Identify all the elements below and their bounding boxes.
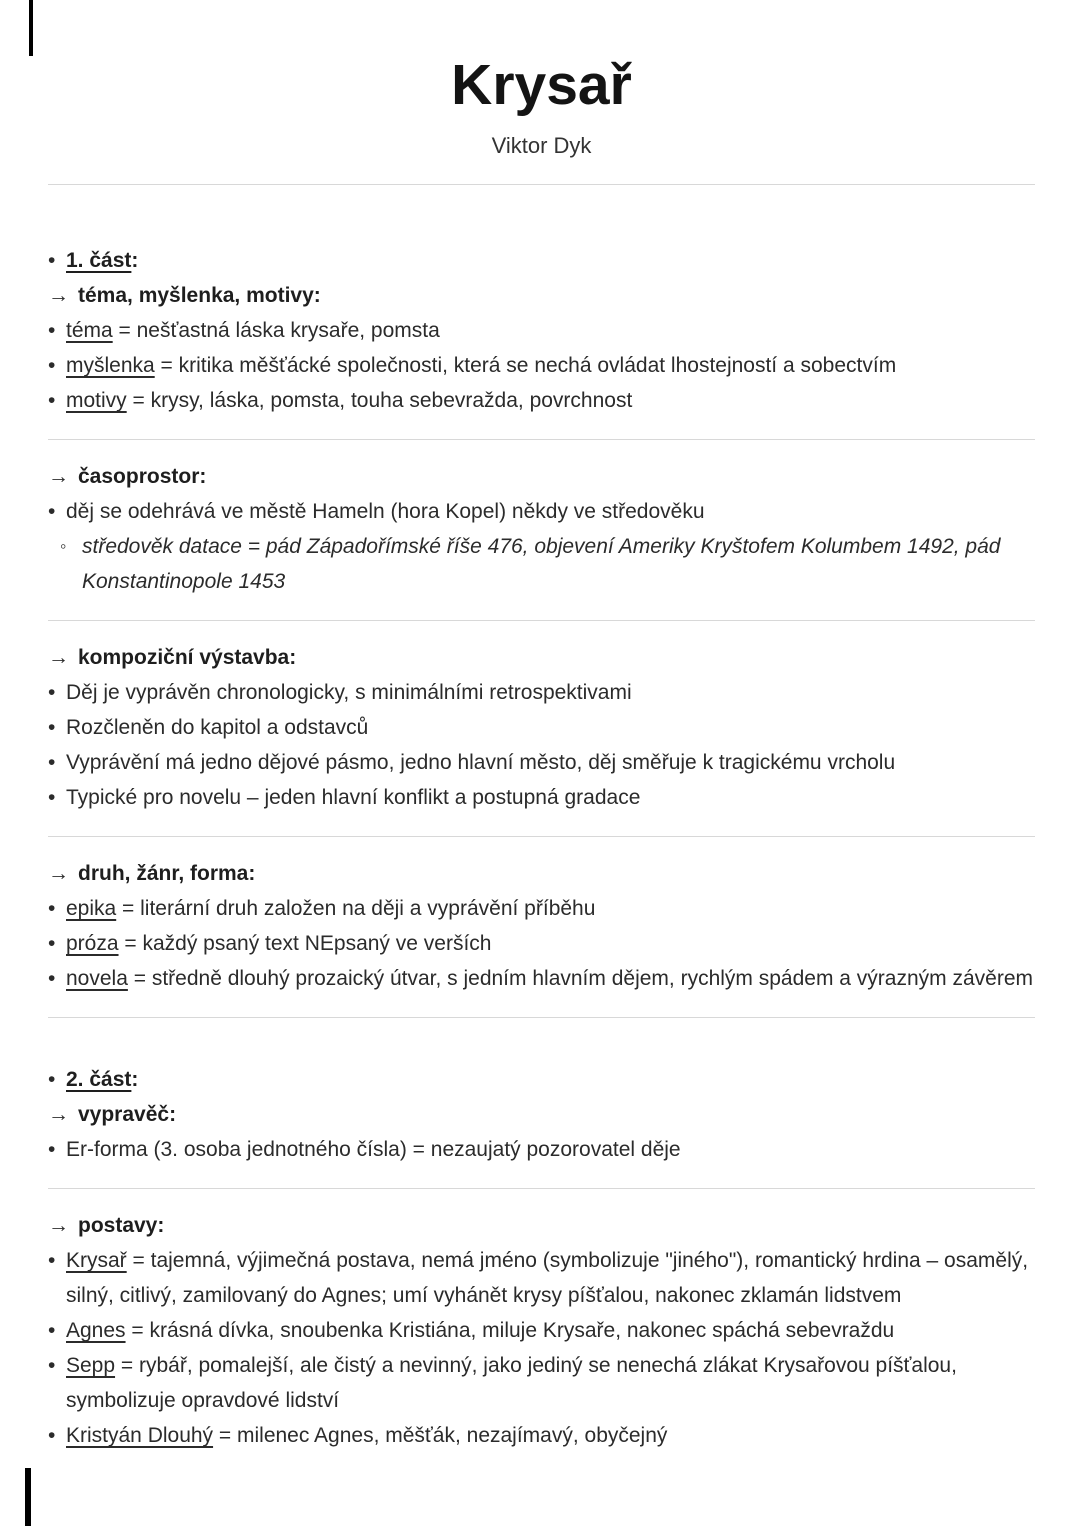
text-segment: Rozčleněn do kapitol a odstavců [66,716,369,739]
text-segment: Er-forma (3. osoba jednotného čísla) = nezaujatý pozorovatel děje [66,1138,681,1161]
line-text [78,1208,1035,1243]
text-segment: 2. část [66,1068,132,1091]
bullet-marker: • [48,1138,56,1161]
doc-line [48,926,1035,961]
line-text [66,926,1035,961]
arrow-marker: → [48,646,69,669]
doc-line [48,243,1035,278]
section [48,1062,1035,1167]
bullet-marker: • [48,786,56,809]
text-segment: = každý psaný text NEpsaný ve verších [118,932,492,955]
line-text [66,961,1035,996]
doc-line [48,745,1035,780]
doc-line [48,278,1035,313]
text-segment: Typické pro novelu – jeden hlavní konflikt a postupná gradace [66,786,641,809]
bullet-marker: • [48,319,56,342]
page-title: Krysař [451,53,632,117]
text-segment: téma, myšlenka, motivy: [78,284,321,307]
bullet-marker: • [48,500,56,523]
scan-artifact-bottom-left [25,1468,31,1526]
arrow-marker: → [48,1103,69,1126]
bullet-marker: • [48,716,56,739]
text-segment: kompoziční výstavba: [78,646,297,669]
bullet-marker: • [48,932,56,955]
line-text [78,1097,1035,1132]
doc-line [48,780,1035,815]
bullet-marker: • [48,1424,56,1447]
text-segment: = tajemná, výjimečná postava, nemá jméno (symbolizuje "jiného"), romantický hrdina – osamělý, silný, citlivý, zamilovaný do Agnes; umí vyhánět krysy píšťalou, nakonec zklamán lidstvem [66,1249,1029,1307]
text-segment: děj se odehrává ve městě Hameln (hora Kopel) někdy ve středověku [66,500,705,523]
text-segment: próza [66,932,119,955]
bullet-marker: • [48,1319,56,1342]
text-segment: : [131,1068,139,1091]
doc-line [48,494,1035,529]
bullet-marker: • [48,1068,56,1091]
text-segment: postavy: [78,1214,165,1237]
bullet-marker: • [48,354,56,377]
doc-line [48,640,1035,675]
doc-line [48,459,1035,494]
text-segment: Vyprávění má jedno dějové pásmo, jedno hlavní město, děj směřuje k tragickému vrcholu [66,751,896,774]
text-segment: = kritika měšťácké společnosti, která se nechá ovládat lhostejností a sobectvím [154,354,897,377]
doc-line [48,1418,1035,1453]
line-text [66,494,1035,529]
text-segment: Krysař [66,1249,127,1272]
text-segment: = milenec Agnes, měšťák, nezajímavý, obyčejný [213,1424,668,1447]
doc-line [48,529,1035,599]
text-segment: Kristyán Dlouhý [66,1424,214,1447]
doc-line [48,313,1035,348]
doc-line [48,1243,1035,1313]
bullet-marker: • [48,389,56,412]
doc-line [48,856,1035,891]
arrow-marker: → [48,1214,69,1237]
line-text [78,278,1035,313]
text-segment: středověk datace = pád Západořímské říše 476, objevení Ameriky Kryštofem Kolumbem 1492, pád Konstantinopole 1453 [82,535,1001,593]
bullet-marker: • [48,681,56,704]
arrow-marker: → [48,862,69,885]
line-text [78,856,1035,891]
line-text [66,780,1035,815]
text-segment: epika [66,897,117,920]
text-segment: druh, žánr, forma: [78,862,256,885]
title-divider [48,184,1035,185]
text-segment: Sepp [66,1354,116,1377]
text-segment: = středně dlouhý prozaický útvar, s jedním hlavním dějem, rychlým spádem a výrazným závěrem [127,967,1034,990]
section-divider [48,1017,1035,1018]
line-text [78,640,1035,675]
doc-line [48,1313,1035,1348]
doc-line [48,961,1035,996]
section-divider [48,620,1035,621]
text-segment: = rybář, pomalejší, ale čistý a nevinný, jako jediný se nenechá zlákat Krysařovou píšťalou, symbolizuje opravdové lidství [66,1354,957,1412]
text-segment: vypravěč: [78,1103,177,1126]
doc-line [48,675,1035,710]
circle-marker: ◦ [60,536,67,556]
doc-line [48,1062,1035,1097]
doc-line [48,1097,1035,1132]
line-text [66,1062,1035,1097]
line-text [66,675,1035,710]
text-segment: Děj je vyprávěn chronologicky, s minimálními retrospektivami [66,681,632,704]
arrow-marker: → [48,465,69,488]
page-subtitle: Viktor Dyk [491,133,592,158]
line-text [66,313,1035,348]
section [48,459,1035,599]
section-divider [48,439,1035,440]
doc-line [48,1208,1035,1243]
bullet-marker: • [48,1354,56,1377]
doc-line [48,710,1035,745]
text-segment: novela [66,967,128,990]
line-text [66,243,1035,278]
line-text [82,529,1035,599]
bullet-marker: • [48,1249,56,1272]
line-text [66,710,1035,745]
section-divider [48,836,1035,837]
text-segment: téma [66,319,113,342]
doc-line [48,891,1035,926]
line-text [66,1418,1035,1453]
doc-line [48,1132,1035,1167]
section [48,1208,1035,1453]
text-segment: časoprostor: [78,465,207,488]
bullet-marker: • [48,897,56,920]
section [48,856,1035,996]
line-text [66,383,1035,418]
bullet-marker: • [48,967,56,990]
section-divider [48,1188,1035,1189]
doc-line [48,1348,1035,1418]
line-text [66,1132,1035,1167]
text-segment: motivy [66,389,127,412]
text-segment: = krásná dívka, snoubenka Kristiána, miluje Krysaře, nakonec spáchá sebevraždu [125,1319,895,1342]
line-text [66,1348,1035,1418]
section [48,243,1035,418]
line-text [66,348,1035,383]
line-text [66,891,1035,926]
bullet-marker: • [48,751,56,774]
text-segment: Agnes [66,1319,126,1342]
text-segment: myšlenka [66,354,155,377]
bullet-marker: • [48,249,56,272]
line-text [66,1243,1035,1313]
text-segment: = nešťastná láska krysaře, pomsta [112,319,440,342]
arrow-marker: → [48,284,69,307]
scan-artifact-top-left [29,0,33,56]
line-text [78,459,1035,494]
line-text [66,1313,1035,1348]
document-body [48,243,1035,1453]
section [48,640,1035,815]
text-segment: 1. část [66,249,132,272]
text-segment: = krysy, láska, pomsta, touha sebevražda, povrchnost [126,389,633,412]
doc-line [48,383,1035,418]
doc-line [48,348,1035,383]
line-text [66,745,1035,780]
text-segment: : [131,249,139,272]
text-segment: = literární druh založen na ději a vyprávění příběhu [116,897,596,920]
